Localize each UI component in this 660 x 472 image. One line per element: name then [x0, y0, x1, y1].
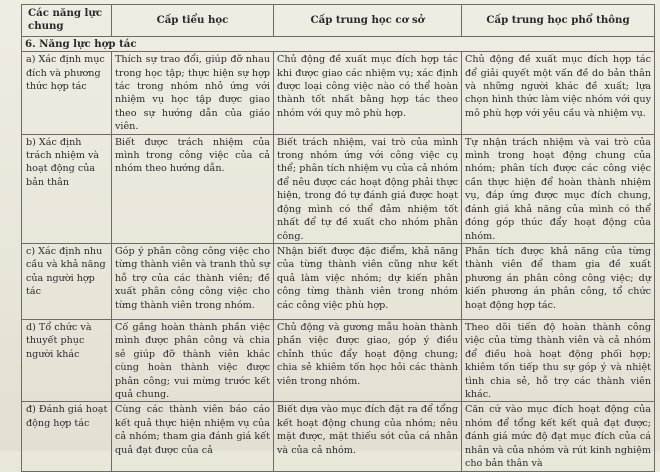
table-row: [22, 52, 655, 134]
table-row: [22, 319, 655, 401]
header-lower-secondary: Cấp trung học cơ sở: [274, 5, 462, 37]
row-name: d) Tổ chức và thuyết phục người khác: [22, 319, 112, 401]
cell-upper-secondary: Chủ động đề xuất mục đích hợp tác để giải quyết một vấn đề do bản thân và những người khác đề xuất; lựa chọn hình thức làm việc nhóm với quy mô phù hợp với yêu cầu và nhiệm vụ.: [462, 52, 655, 134]
cell-lower-secondary: Biết trách nhiệm, vai trò của mình trong nhóm ứng với công việc cụ thể; phân tích nhiệm vụ của cả nhóm để nêu được các hoạt động phải thực hiện, trong đó tự đánh giá được hoạt động mình có thể đảm nhiệm tốt nhất để tự đề xuất cho nhóm phân công.: [274, 134, 462, 243]
cell-upper-secondary: Theo dõi tiến độ hoàn thành công việc của từng thành viên và cả nhóm để điều hoà hoạt động phối hợp; khiêm tốn tiếp thu sự góp ý và nhiệt tình chia sẻ, hỗ trợ các thành viên khác.: [462, 319, 655, 401]
section-row: [22, 36, 655, 51]
cell-primary: Thích sự trao đổi, giúp đỡ nhau trong học tập; thực hiện sự hợp tác trong nhóm nhỏ ứng với nhiệm vụ học tập được giao theo sự hướng dẫn của giáo viên.: [112, 52, 274, 134]
cell-primary: Biết được trách nhiệm của mình trong công việc của cả nhóm theo hướng dẫn.: [112, 134, 274, 243]
table-header-row: [22, 5, 655, 37]
table-row: [22, 134, 655, 243]
header-upper-secondary: Cấp trung học phổ thông: [462, 5, 655, 37]
cell-upper-secondary: Căn cứ vào mục đích hoạt động của nhóm để tổng kết kết quả đạt được; đánh giá mức độ đạt mục đích của cá nhân và của nhóm và rút kinh nghiệm cho bản thân và: [462, 402, 655, 472]
table-row: [22, 402, 655, 472]
header-competency: Các năng lực chung: [22, 5, 112, 37]
cell-lower-secondary: Chủ động đề xuất mục đích hợp tác khi được giao các nhiệm vụ; xác định được loại công việc nào có thể hoàn thành tốt nhất bằng hợp tác theo nhóm với quy mô phù hợp.: [274, 52, 462, 134]
cell-lower-secondary: Biết dựa vào mục đích đặt ra để tổng kết hoạt động chung của nhóm; nêu mặt được, mặt thiếu sót của cá nhân và của cả nhóm.: [274, 402, 462, 472]
cell-upper-secondary: Tự nhận trách nhiệm và vai trò của mình trong hoạt động chung của nhóm; phân tích được các công việc cần thực hiện để hoàn thành nhiệm vụ, đáp ứng được mục đích chung, đánh giá khả năng của mình có thể đóng góp thúc đẩy hoạt động của nhóm.: [462, 134, 655, 243]
header-primary: Cấp tiểu học: [112, 5, 274, 37]
section-title: 6. Năng lực hợp tác: [22, 36, 655, 51]
cell-upper-secondary: Phân tích được khả năng của từng thành viên để tham gia đề xuất phương án phân công công việc; dự kiến phương án phân công, tổ chức hoạt động hợp tác.: [462, 243, 655, 319]
row-name: đ) Đánh giá hoạt động hợp tác: [22, 402, 112, 472]
cell-primary: Cùng các thành viên báo cáo kết quả thực hiện nhiệm vụ của cả nhóm; tham gia đánh giá kết quả đạt được của cả: [112, 402, 274, 472]
cell-primary: Cố gắng hoàn thành phần việc mình được phân công và chia sẻ giúp đỡ thành viên khác cùng hoàn thành việc được phân công; vui mừng trước kết quả chung.: [112, 319, 274, 401]
row-name: a) Xác định mục đích và phương thức hợp tác: [22, 52, 112, 134]
competency-table: [21, 4, 655, 472]
row-name: c) Xác định nhu cầu và khả năng của người hợp tác: [22, 243, 112, 319]
table-row: [22, 243, 655, 319]
cell-lower-secondary: Chủ động và gương mẫu hoàn thành phần việc được giao, góp ý điều chỉnh thúc đẩy hoạt động chung; chia sẻ khiêm tốn học hỏi các thành viên trong nhóm.: [274, 319, 462, 401]
cell-lower-secondary: Nhận biết được đặc điểm, khả năng của từng thành viên cũng như kết quả làm việc nhóm; dự kiến phân công từng thành viên trong nhóm các công việc phù hợp.: [274, 243, 462, 319]
row-name: b) Xác định trách nhiệm và hoạt động của bản thân: [22, 134, 112, 243]
cell-primary: Góp ý phân công công việc cho từng thành viên và tranh thủ sự hỗ trợ của các thành viên; đề xuất phân công công việc cho từng thành viên trong nhóm.: [112, 243, 274, 319]
